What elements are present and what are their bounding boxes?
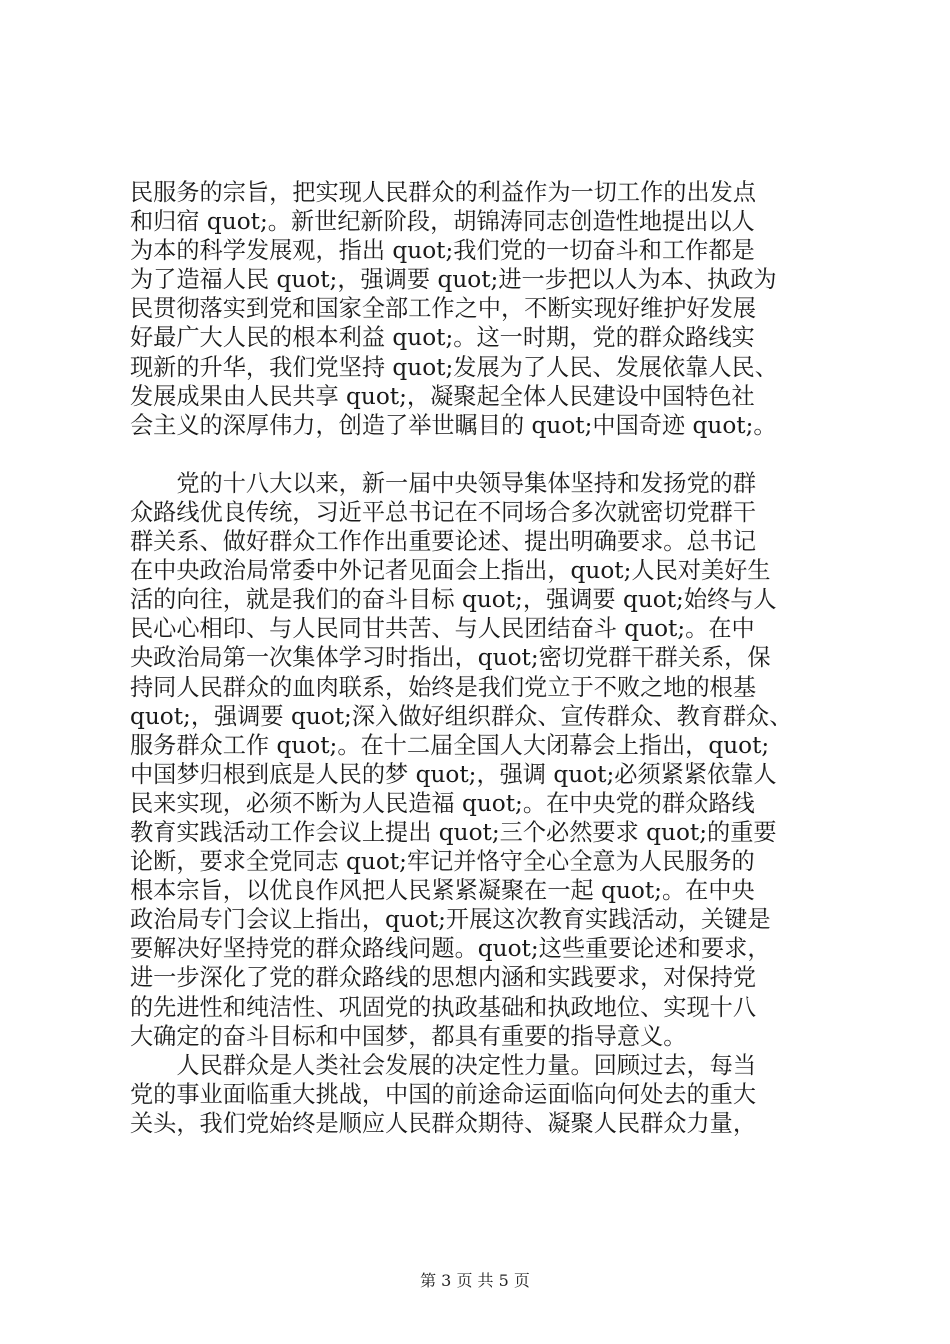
text-line: 民贯彻落实到党和国家全部工作之中，不断实现好维护好发展 (130, 295, 757, 323)
text-line: 中国梦归根到底是人民的梦 quot;，强调 quot;必须紧紧依靠人 (130, 760, 777, 788)
text-line: quot;，强调要 quot;深入做好组织群众、宣传群众、教育群众、 (130, 702, 793, 730)
text-line: 教育实践活动工作会议上提出 quot;三个必然要求 quot;的重要 (130, 818, 777, 846)
text-line: 众路线优良传统，习近平总书记在不同场合多次就密切党群干 (130, 498, 757, 526)
text-line: 民心心相印、与人民同甘共苦、与人民团结奋斗 quot;。在中 (130, 615, 755, 643)
text-line: 政治局专门会议上指出，quot;开展这次教育实践活动，关键是 (130, 906, 771, 934)
text-line: 央政治局第一次集体学习时指出，quot;密切党群干群关系，保 (130, 644, 771, 672)
text-line: 民来实现，必须不断为人民造福 quot;。在中央党的群众路线 (130, 789, 755, 817)
text-line: 活的向往，就是我们的奋斗目标 quot;，强调要 quot;始终与人 (130, 586, 777, 614)
text-line: 持同人民群众的血肉联系，始终是我们党立于不败之地的根基 (130, 673, 757, 701)
text-line: 为本的科学发展观，指出 quot;我们党的一切奋斗和工作都是 (130, 237, 755, 265)
text-line: 好最广大人民的根本利益 quot;。这一时期，党的群众路线实 (130, 324, 755, 352)
text-line: 会主义的深厚伟力，创造了举世瞩目的 quot;中国奇迹 quot;。 (130, 411, 777, 439)
text-line: 群关系、做好群众工作作出重要论述、提出明确要求。总书记 (130, 528, 757, 556)
page-number-label: 第 3 页 共 5 页 (420, 1271, 530, 1290)
text-line: 为了造福人民 quot;，强调要 quot;进一步把以人为本、执政为 (130, 266, 777, 294)
text-line: 人民群众是人类社会发展的决定性力量。回顾过去，每当 (130, 1051, 757, 1079)
text-line: 党的事业面临重大挑战，中国的前途命运面临向何处去的重大 (130, 1080, 757, 1108)
text-line: 在中央政治局常委中外记者见面会上指出，quot;人民对美好生 (130, 557, 771, 585)
text-line: 服务群众工作 quot;。在十二届全国人大闭幕会上指出，quot; (130, 731, 770, 759)
text-line: 的先进性和纯洁性、巩固党的执政基础和执政地位、实现十八 (130, 993, 757, 1021)
text-line: 论断，要求全党同志 quot;牢记并恪守全心全意为人民服务的 (130, 848, 755, 876)
text-line: 和归宿 quot;。新世纪新阶段，胡锦涛同志创造性地提出以人 (130, 208, 755, 236)
page-footer (0, 1268, 950, 1291)
text-line: 现新的升华，我们党坚持 quot;发展为了人民、发展依靠人民、 (130, 353, 778, 381)
text-line: 民服务的宗旨，把实现人民群众的利益作为一切工作的出发点 (130, 179, 757, 206)
paragraph-1 (130, 178, 830, 440)
paragraph-spacer (130, 440, 830, 469)
text-line: 要解决好坚持党的群众路线问题。quot;这些重要论述和要求， (130, 935, 771, 963)
paragraph-3 (130, 1051, 830, 1138)
text-line: 党的十八大以来，新一届中央领导集体坚持和发扬党的群 (130, 469, 757, 497)
text-line: 大确定的奋斗目标和中国梦，都具有重要的指导意义。 (130, 1022, 687, 1050)
document-body (130, 178, 830, 1138)
text-line: 关头，我们党始终是顺应人民群众期待、凝聚人民群众力量， (130, 1109, 757, 1137)
text-line: 发展成果由人民共享 quot;，凝聚起全体人民建设中国特色社 (130, 382, 755, 410)
paragraph-2 (130, 469, 830, 1051)
text-line: 根本宗旨，以优良作风把人民紧紧凝聚在一起 quot;。在中央 (130, 877, 755, 905)
text-line: 进一步深化了党的群众路线的思想内涵和实践要求，对保持党 (130, 964, 757, 992)
